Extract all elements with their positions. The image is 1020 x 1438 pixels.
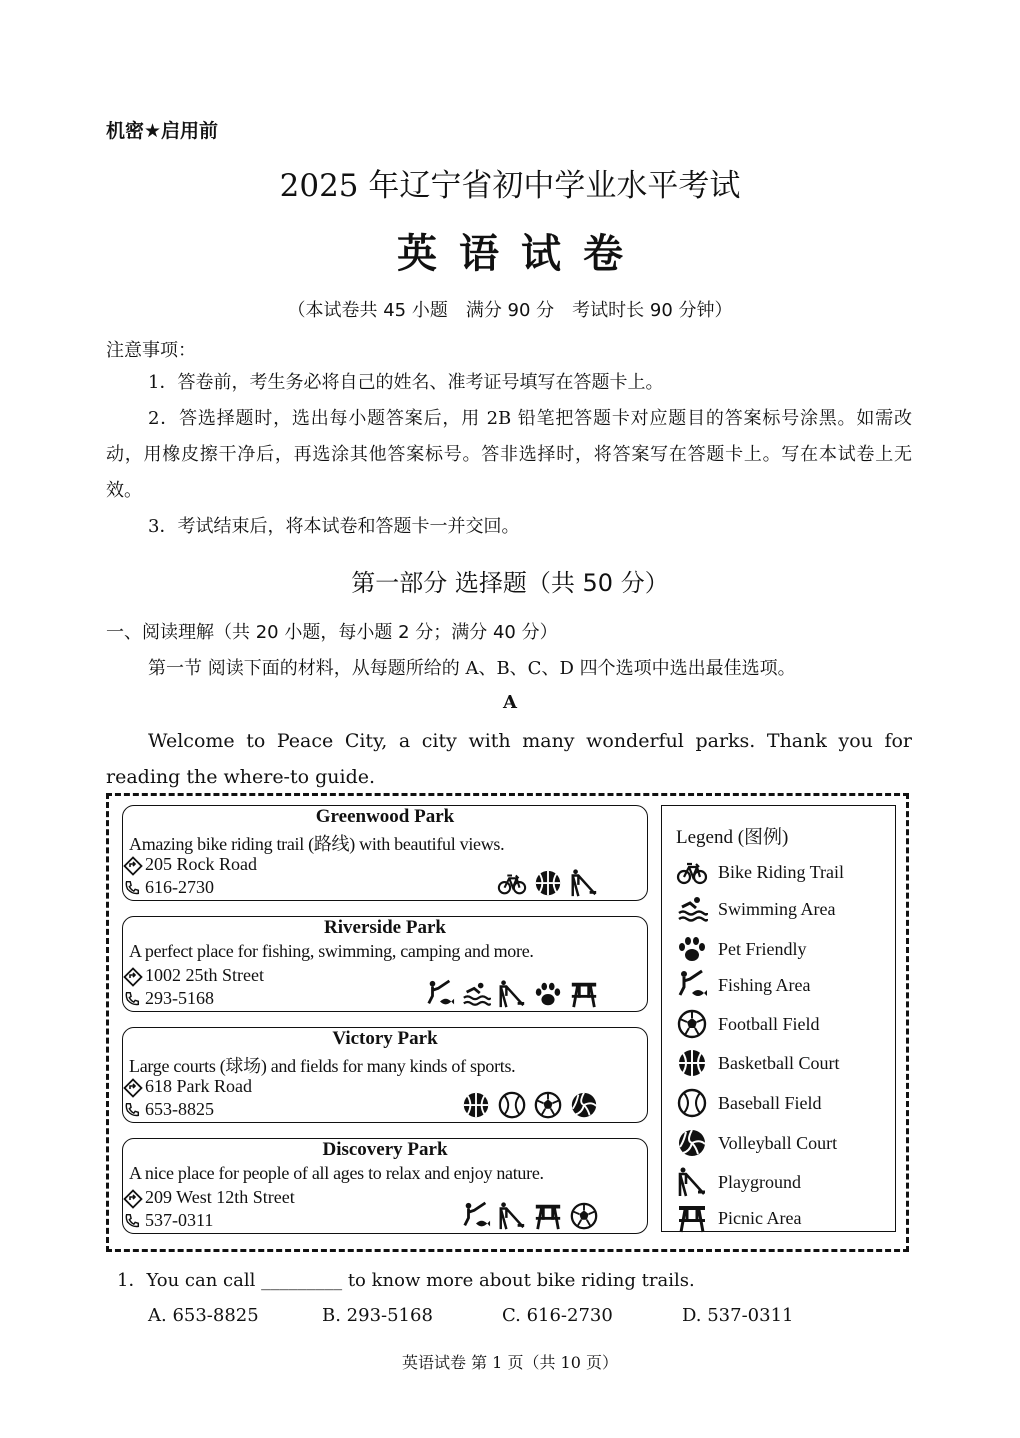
legend-label: Pet Friendly	[718, 938, 807, 959]
legend-label: Playground	[718, 1171, 801, 1192]
basketball-icon	[533, 868, 563, 898]
confidential-mark: 机密★启用前	[106, 120, 219, 142]
phone-icon	[123, 990, 141, 1008]
swimming-icon	[676, 893, 708, 925]
playground-icon	[497, 979, 527, 1009]
phone-icon	[123, 879, 141, 897]
legend-item	[676, 1202, 801, 1234]
legend-item	[676, 1047, 839, 1079]
basketball-icon	[676, 1047, 708, 1079]
address-icon	[123, 1189, 143, 1209]
picnic-icon	[676, 1202, 708, 1234]
legend-item	[676, 969, 811, 1001]
picnic-icon	[569, 979, 599, 1009]
football-icon	[533, 1090, 563, 1120]
volleyball-icon	[569, 1090, 599, 1120]
paw-icon	[676, 933, 708, 965]
playground-icon	[676, 1166, 708, 1198]
park-card-discovery	[122, 1138, 648, 1234]
option-a: A. 653-8825	[148, 1305, 259, 1326]
football-icon	[676, 1008, 708, 1040]
legend-item	[676, 1127, 837, 1159]
park-phone: 537-0311	[145, 1210, 214, 1230]
volleyball-icon	[676, 1127, 708, 1159]
notice-heading: 注意事项：	[106, 340, 196, 361]
legend-panel	[661, 805, 896, 1232]
legend-label: Volleyball Court	[718, 1132, 838, 1153]
page-footer: 英语试卷 第 1 页（共 10 页）	[402, 1353, 618, 1372]
legend-item	[676, 856, 844, 888]
option-c: C. 616-2730	[502, 1305, 613, 1326]
legend-label: Basketball Court	[718, 1052, 840, 1073]
address-icon	[123, 856, 143, 876]
swimming-icon	[461, 979, 491, 1009]
playground-icon	[497, 1201, 527, 1231]
notice-item-2: 2．答选择题时，选出每小题答案后，用 2B 铅笔把答题卡对应题目的答案标号涂黑。如需改动，用橡皮擦干净后，再选涂其他答案标号。答非选择时，将答案写在答题卡上。写在本试卷上无效。	[106, 408, 912, 501]
bike-icon	[497, 868, 527, 898]
address-icon	[123, 1078, 143, 1098]
park-address: 209 West 12th Street	[145, 1187, 295, 1207]
playground-icon	[569, 868, 599, 898]
park-card-victory	[122, 1027, 648, 1123]
exam-info: （本试卷共 45 小题 满分 90 分 考试时长 90 分钟）	[287, 300, 733, 321]
option-b: B. 293-5168	[322, 1305, 433, 1326]
notice-item-1: 1．答卷前，考生务必将自己的姓名、准考证号填写在答题卡上。	[148, 372, 664, 393]
phone-icon	[123, 1101, 141, 1119]
baseball-icon	[676, 1087, 708, 1119]
legend-item	[676, 893, 836, 925]
park-phone: 653-8825	[145, 1099, 214, 1119]
fishing-icon	[425, 979, 455, 1009]
picnic-icon	[533, 1201, 563, 1231]
park-description: A perfect place for fishing, swimming, camping and more.	[129, 941, 534, 961]
paper-subtitle: 英语试卷	[397, 230, 645, 277]
baseball-icon	[497, 1090, 527, 1120]
legend-title: Legend (图例)	[676, 827, 789, 848]
park-name: Victory Park	[332, 1028, 438, 1049]
fishing-icon	[461, 1201, 491, 1231]
park-description: Amazing bike riding trail (路线) with beautiful views.	[129, 834, 505, 854]
football-icon	[569, 1201, 599, 1231]
question-1: 1．You can call _________ to know more about bike riding trails.	[117, 1270, 695, 1291]
park-name: Greenwood Park	[315, 806, 455, 827]
legend-label: Bike Riding Trail	[718, 861, 845, 882]
park-description: A nice place for people of all ages to relax and enjoy nature.	[129, 1163, 544, 1183]
park-card-greenwood	[122, 805, 648, 901]
paw-icon	[533, 979, 563, 1009]
legend-label: Fishing Area	[718, 974, 811, 995]
fishing-icon	[676, 969, 708, 1001]
park-phone: 293-5168	[145, 988, 214, 1008]
passage-intro: Welcome to Peace City, a city with many wonderful parks. Thank you for reading the where-to guide.	[106, 730, 912, 788]
park-name: Riverside Park	[324, 917, 446, 938]
park-address: 205 Rock Road	[145, 854, 257, 874]
part-title: 第一部分 选择题（共 50 分）	[351, 569, 669, 597]
park-address: 618 Park Road	[145, 1076, 252, 1096]
bike-icon	[676, 856, 708, 888]
passage-letter: A	[503, 692, 517, 713]
basketball-icon	[461, 1090, 491, 1120]
section-instruction: 第一节 阅读下面的材料，从每题所给的 A、B、C、D 四个选项中选出最佳选项。	[148, 658, 796, 679]
option-d: D. 537-0311	[682, 1305, 794, 1326]
legend-label: Baseball Field	[718, 1092, 822, 1113]
legend-label: Football Field	[718, 1013, 820, 1034]
phone-icon	[123, 1212, 141, 1230]
legend-item	[676, 1166, 801, 1198]
park-phone: 616-2730	[145, 877, 214, 897]
legend-label: Picnic Area	[718, 1207, 802, 1228]
address-icon	[123, 967, 143, 987]
legend-item	[676, 933, 807, 965]
park-description: Large courts (球场) and fields for many kinds of sports.	[129, 1056, 516, 1076]
exam-title: 2025 年辽宁省初中学业水平考试	[279, 168, 741, 204]
park-name: Discovery Park	[322, 1139, 448, 1160]
section-heading: 一、阅读理解（共 20 小题，每小题 2 分；满分 40 分）	[106, 622, 558, 643]
legend-item	[676, 1087, 821, 1119]
legend-label: Swimming Area	[718, 898, 836, 919]
park-address: 1002 25th Street	[145, 965, 264, 985]
park-card-riverside	[122, 916, 648, 1012]
notice-item-3: 3．考试结束后，将本试卷和答题卡一并交回。	[148, 516, 520, 537]
legend-item	[676, 1008, 820, 1040]
